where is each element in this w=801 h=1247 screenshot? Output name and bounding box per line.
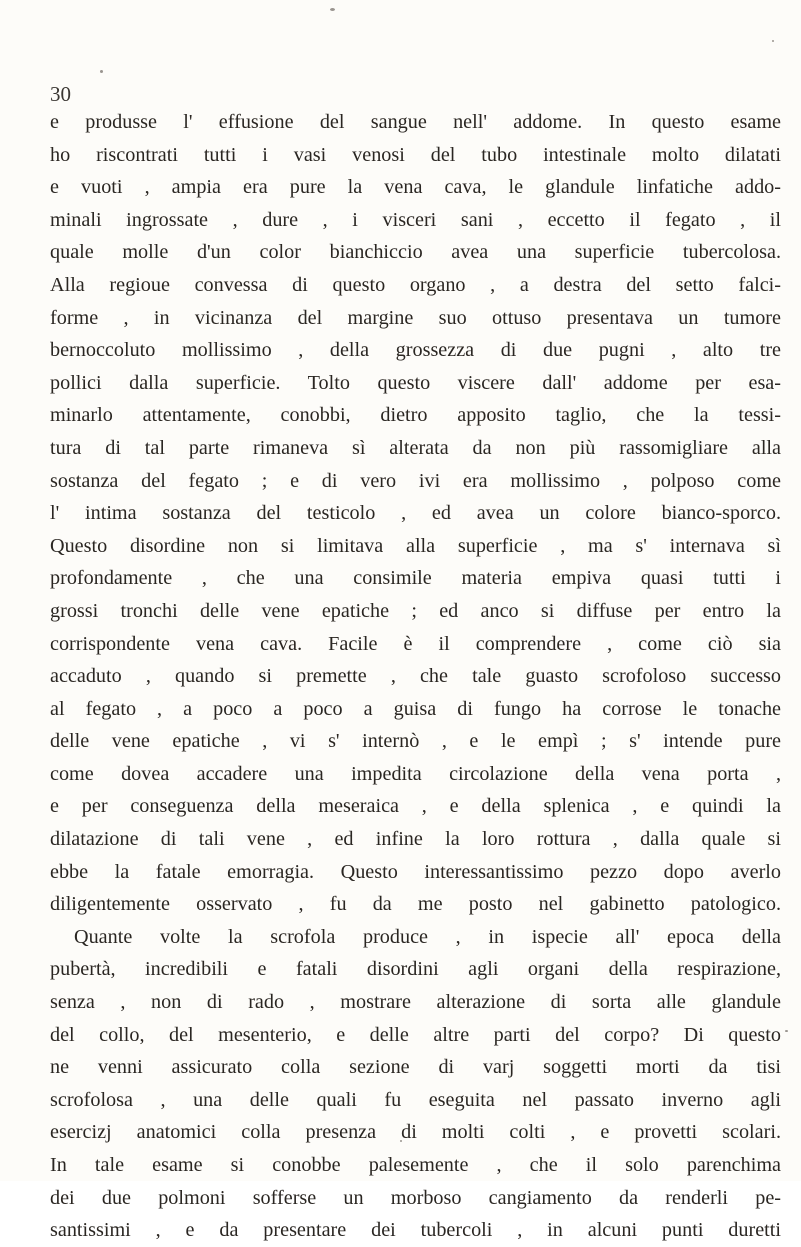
text-line: quale molle d'un color bianchiccio avea una superficie tubercolosa. xyxy=(50,241,781,264)
text-line: forme , in vicinanza del margine suo ottuso presentava un tumore xyxy=(50,306,781,329)
text-line: del collo, del mesenterio, e delle altre parti del corpo? Di questo xyxy=(50,1023,781,1046)
text-line: minarlo attentamente, conobbi, dietro apposito taglio, che la tessi- xyxy=(50,404,781,427)
text-line: al fegato , a poco a poco a guisa di fungo ha corrose le tonache xyxy=(50,697,781,720)
text-line: e per conseguenza della meseraica , e della splenica , e quindi la xyxy=(50,795,781,818)
text-line: come dovea accadere una impedita circolazione della vena porta , xyxy=(50,762,781,785)
text-line: delle vene epatiche , vi s' internò , e le empì ; s' intende pure xyxy=(50,730,781,753)
text-line: ho riscontrati tutti i vasi venosi del tubo intestinale molto dilatati xyxy=(50,143,781,166)
text-line: Questo disordine non si limitava alla superficie , ma s' internava sì xyxy=(50,534,781,557)
text-line: pollici dalla superficie. Tolto questo viscere dall' addome per esa- xyxy=(50,371,781,394)
text-line: corrispondente vena cava. Facile è il comprendere , come ciò sia xyxy=(50,632,781,655)
text-line: l' intima sostanza del testicolo , ed avea un colore bianco-sporco. xyxy=(50,502,781,525)
text-line: minali ingrossate , dure , i visceri sani , eccetto il fegato , il xyxy=(50,208,781,231)
text-line: tura di tal parte rimaneva sì alterata da non più rassomigliare alla xyxy=(50,436,781,459)
text-line: ne venni assicurato colla sezione di varj soggetti morti da tisi xyxy=(50,1056,781,1079)
text-line: scrofolosa , una delle quali fu eseguita nel passato inverno agli xyxy=(50,1088,781,1111)
text-line: Alla regioue convessa di questo organo , a destra del setto falci- xyxy=(50,273,781,296)
text-line: senza , non di rado , mostrare alterazione di sorta alle glandule xyxy=(50,991,781,1014)
text-line: grossi tronchi delle vene epatiche ; ed anco si diffuse per entro la xyxy=(50,599,781,622)
text-line: e vuoti , ampia era pure la vena cava, le glandule linfatiche addo- xyxy=(50,176,781,199)
text-line: ebbe la fatale emorragia. Questo interessantissimo pezzo dopo averlo xyxy=(50,860,781,883)
text-line: bernoccoluto mollissimo , della grossezza di due pugni , alto tre xyxy=(50,339,781,362)
text-line: diligentemente osservato , fu da me posto nel gabinetto patologico. xyxy=(50,893,781,916)
text-line: profondamente , che una consimile materia empiva quasi tutti i xyxy=(50,567,781,590)
page-number: 30 xyxy=(50,82,71,106)
text-line: e produsse l' effusione del sangue nell' addome. In questo esame xyxy=(50,111,781,133)
text-line: dei due polmoni sofferse un morboso cangiamento da renderli pe- xyxy=(50,1186,781,1209)
text-line: sostanza del fegato ; e di vero ivi era mollissimo , polposo come xyxy=(50,469,781,492)
paragraph-start-line: Quante volte la scrofola produce , in ispecie all' epoca della xyxy=(74,925,781,948)
body-text xyxy=(50,106,781,1247)
text-line: santissimi , e da presentare dei tubercoli , in alcuni punti duretti xyxy=(50,1219,781,1242)
text-line: esercizj anatomici colla presenza di molti colti , e provetti scolari. xyxy=(50,1121,781,1144)
text-line: pubertà, incredibili e fatali disordini agli organi della respirazione, xyxy=(50,958,781,981)
text-line: dilatazione di tali vene , ed infine la loro rottura , dalla quale si xyxy=(50,828,781,851)
text-line: In tale esame si conobbe palesemente , che il solo parenchima xyxy=(50,1154,781,1176)
text-line: accaduto , quando si premette , che tale guasto scrofoloso successo xyxy=(50,665,781,688)
